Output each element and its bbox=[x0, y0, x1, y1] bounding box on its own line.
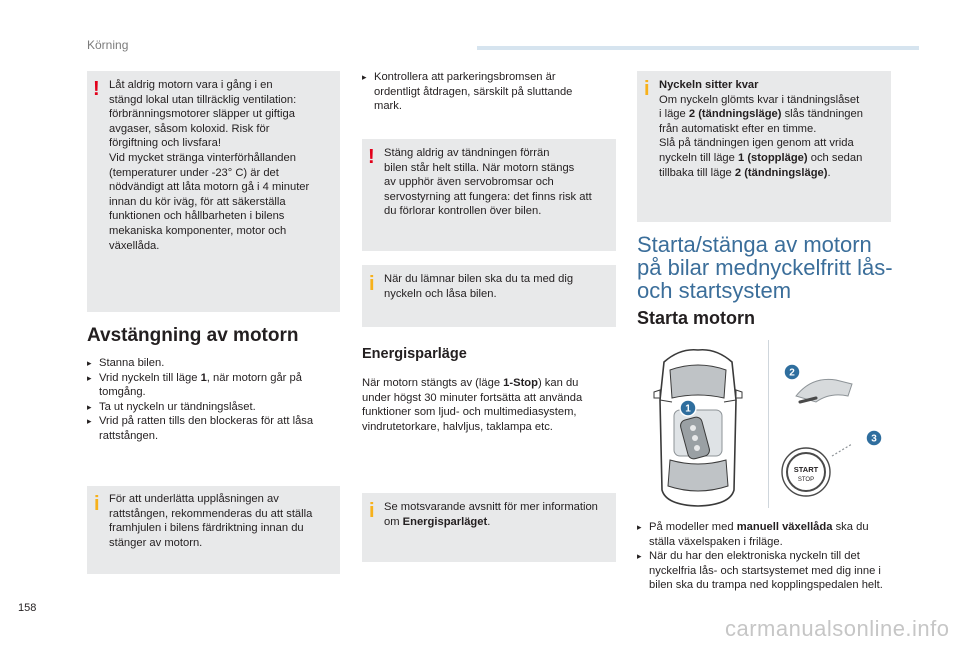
list-item: ▸ Stanna bilen. bbox=[87, 356, 339, 371]
parking-brake-check bbox=[362, 70, 602, 114]
warn-line: du förlorar kontrollen över bilen. bbox=[384, 205, 542, 218]
info-line: Om nyckeln glömts kvar i tändningslåset bbox=[659, 93, 860, 106]
warn-line: nödvändigt att låta motorn gå i 4 minuter bbox=[109, 181, 310, 194]
watermark: carmanualsonline.info bbox=[725, 616, 950, 641]
energy-saving-paragraph: När motorn stängts av (läge 1-Stop) kan du under högst 30 minuter fortsätta att använda funktioner som ljud- och multimediasystem, vindrutetorkare, halvljus, taklampa etc. bbox=[362, 377, 583, 433]
warn-line: förgiftning och livsfara! bbox=[109, 137, 221, 150]
section-title-keyless: Starta/stänga av motorn på bilar mednyckelfritt lås- och startsystem bbox=[637, 232, 893, 303]
section-heading-start-engine: Starta motorn bbox=[637, 308, 756, 328]
warn-line: (temperaturer under -23° C) är det bbox=[109, 166, 279, 179]
start-steps bbox=[637, 520, 885, 593]
stop-label: STOP bbox=[797, 477, 815, 483]
badge-3 bbox=[866, 430, 882, 446]
warn-line: stängd lokal utan tillräcklig ventilation: bbox=[109, 93, 297, 106]
info-line: När du lämnar bilen ska du ta med dig bbox=[384, 273, 574, 285]
list-item: ▸ På modeller med manuell växellåda ska du ställa växelspaken i friläge. bbox=[637, 520, 885, 549]
svg-text:2: 2 bbox=[789, 367, 795, 379]
badge-2 bbox=[784, 364, 800, 380]
badge-1 bbox=[680, 400, 696, 416]
warn-line: Stäng aldrig av tändningen förrän bbox=[384, 147, 550, 159]
running-header: Körning bbox=[87, 38, 129, 52]
info-box-key-left-inside bbox=[637, 71, 891, 222]
info-line: För att underlätta upplåsningen av bbox=[109, 493, 279, 505]
warning-box-ventilation bbox=[87, 71, 340, 312]
list-item: ▸ När du har den elektroniska nyckeln till det nyckelfria lås- och startsystemet med dig inne i bilen ska du trampa ned kopplingspedalen helt. bbox=[637, 549, 885, 593]
info-title: Nyckeln sitter kvar bbox=[659, 79, 759, 91]
warn-line: innan du kör iväg, för att säkerställa bbox=[109, 195, 286, 208]
start-label: START bbox=[793, 465, 819, 474]
info-line: framhjulen i bilens färdriktning innan du bbox=[109, 522, 304, 535]
info-line: Se motsvarande avsnitt för mer information om Energisparläget. bbox=[384, 501, 598, 528]
info-line: rattstången, rekommenderas du att ställa bbox=[109, 507, 313, 520]
warn-line: mekaniska komponenter, motor och bbox=[109, 224, 287, 237]
warning-icon: ! bbox=[93, 78, 100, 100]
info-icon: i bbox=[369, 273, 375, 295]
info-icon: i bbox=[94, 493, 100, 515]
info-line: nyckeln och låsa bilen. bbox=[384, 287, 497, 300]
foot-on-pedal-icon bbox=[796, 379, 852, 402]
warn-line: växellåda. bbox=[109, 239, 160, 252]
info-line: Slå på tändningen igen genom att vrida bbox=[659, 137, 854, 150]
warning-box-ignition bbox=[362, 139, 616, 251]
car-top-view-illustration bbox=[640, 340, 890, 510]
list-item: ▸ Vrid nyckeln till läge 1, när motorn går på tomgång. bbox=[87, 371, 339, 400]
warn-line: Låt aldrig motorn vara i gång i en bbox=[109, 79, 273, 91]
info-line: stänger av motorn. bbox=[109, 536, 203, 549]
header-bar bbox=[477, 46, 919, 50]
list-item: ▸ Vrid på ratten tills den blockeras för att låsa rattstången. bbox=[87, 414, 339, 443]
section-heading-shutdown: Avstängning av motorn bbox=[87, 325, 299, 346]
warn-line: bilen står helt stilla. När motorn stängs bbox=[384, 161, 575, 174]
page-number: 158 bbox=[18, 602, 37, 614]
warn-line: förbränningsmotorer släpper ut giftiga bbox=[109, 108, 295, 121]
info-box-steering-lock bbox=[87, 486, 340, 574]
svg-text:3: 3 bbox=[871, 433, 877, 445]
warn-line: funktionen och hållbarheten i bilens bbox=[109, 210, 285, 223]
info-line: i läge 2 (tändningsläge) slås tändningen bbox=[659, 108, 863, 121]
warn-line: servostyrning att fungera: det finns risk att bbox=[384, 190, 592, 203]
info-line: från automatiskt efter en timme. bbox=[659, 122, 817, 135]
start-engine-figure bbox=[640, 340, 890, 510]
list-item: ▸ Kontrollera att parkeringsbromsen är ordentligt åtdragen, särskilt på sluttande mark. bbox=[362, 70, 602, 114]
info-box-energy-reference bbox=[362, 493, 616, 562]
warn-line: av upphör även servobromsar och bbox=[384, 176, 554, 189]
list-item: ▸ Ta ut nyckeln ur tändningslåset. bbox=[87, 400, 339, 415]
info-icon: i bbox=[644, 78, 650, 100]
warning-icon: ! bbox=[368, 146, 375, 168]
start-stop-button-icon bbox=[782, 444, 852, 496]
svg-text:1: 1 bbox=[685, 403, 691, 415]
warn-line: Vid mycket stränga vinterförhållanden bbox=[109, 151, 296, 164]
info-line: tillbaka till läge 2 (tändningsläge). bbox=[659, 166, 831, 179]
warn-line: avgaser, såsom koloxid. Risk för bbox=[109, 122, 270, 135]
info-box-take-key bbox=[362, 265, 616, 327]
section-heading-energy-saving: Energisparläge bbox=[362, 346, 467, 362]
shutdown-steps bbox=[87, 356, 339, 444]
figure-divider bbox=[768, 340, 769, 508]
info-icon: i bbox=[369, 500, 375, 522]
info-line: nyckeln till läge 1 (stoppläge) och sedan bbox=[659, 151, 863, 164]
